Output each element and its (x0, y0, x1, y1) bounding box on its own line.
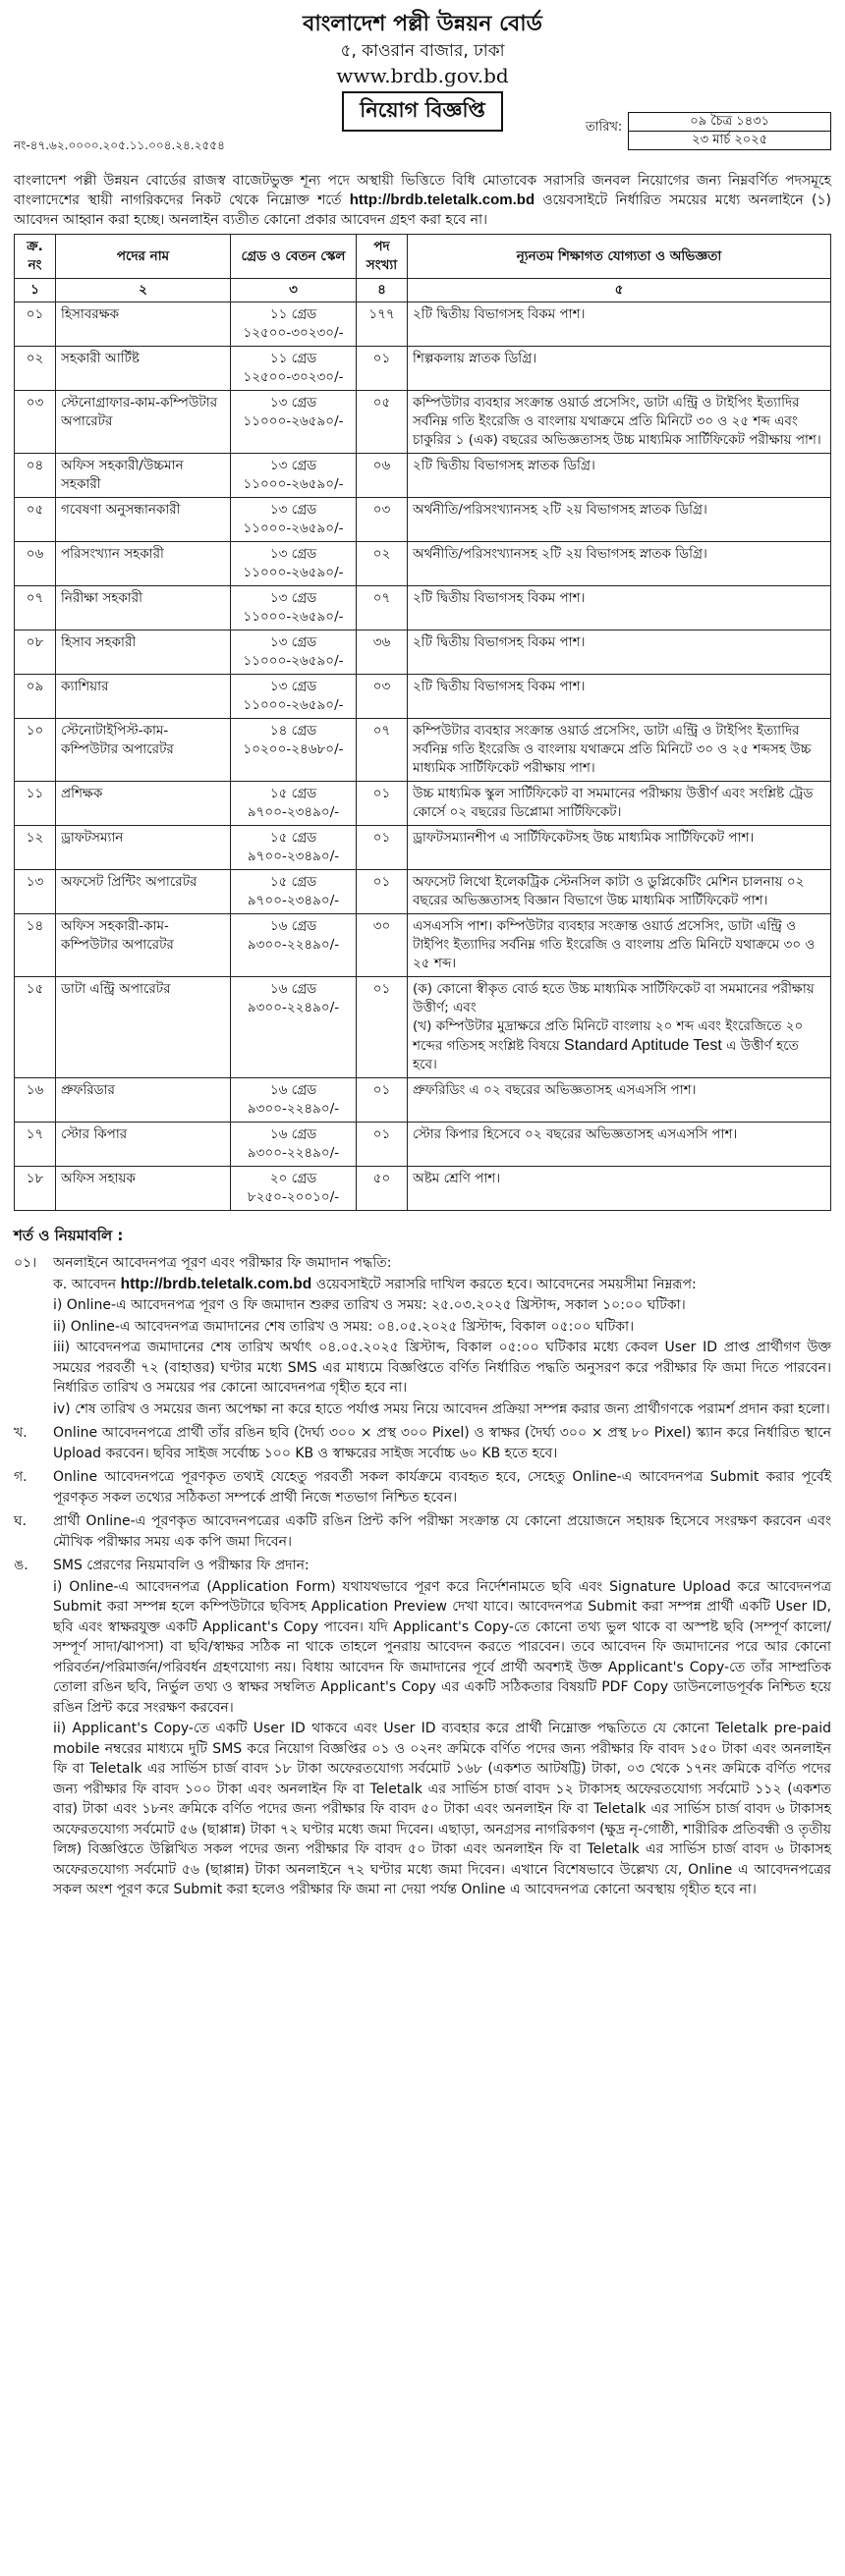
row-post-name: প্রশিক্ষক (56, 782, 231, 826)
term-ga (14, 1467, 831, 1507)
term-item-ii: ii) Applicant's Copy-তে একটি User ID থাকবে এবং User ID ব্যবহার করে প্রার্থী নিম্নোক্ত পদ্ধতিতে যে কোনো Teletalk pre-paid mobile নম্বরের মাধ্যমে দুটি SMS করে নিয়োগ বিজ্ঞপ্তির ০১ ও ০২নং ক্রমিকে বর্ণিত পদের জন্য পরীক্ষার ফি বাবদ ১৫০ টাকা এবং অনলাইন ফি বা Teletalk এর সার্ভিস চার্জ বাবদ ১৮ টাকা অফেরতযোগ্য সর্বমোট ১৬৮ (একশত আটষট্টি) টাকা, ০৩ থেকে ১৭নং ক্রমিকে বর্ণিত পদের জন্য পরীক্ষার ফি বাবদ ১০০ টাকা এবং অনলাইন ফি বা Teletalk এর সার্ভিস চার্জ বাবদ ১২ টাকাসহ অফেরতযোগ্য সর্বমোট ১১২ (একশত বার) টাকা এবং ১৮নং ক্রমিকে বর্ণিত পদের জন্য পরীক্ষার ফি বাবদ ৫০ টাকা এবং অনলাইন ফি বা Teletalk এর সার্ভিস চার্জ বাবদ ৬ টাকাসহ অফেরতযোগ্য সর্বমোট ৫৬ (ছাপ্পান্ন) টাকা ৭২ ঘণ্টার মধ্যে জমা দিবেন। এছাড়া, অনগ্রসর নাগরিকগণ (ক্ষুদ্র নৃ-গোষ্ঠী, শারীরিক প্রতিবন্ধী ও তৃতীয় লিঙ্গ) বিজ্ঞপ্তিতে উল্লিখিত সকল পদের জন্য পরীক্ষার ফি বাবদ ৫০ টাকা এবং অনলাইন ফি বা Teletalk এর সার্ভিস চার্জ বাবদ ৬ টাকাসহ অফেরতযোগ্য সর্বমোট ৫৬ (ছাপ্পান্ন) টাকা অনলাইনে ৭২ ঘণ্টার মধ্যে জমা দিবেন। এখানে বিশেষভাবে উল্লেখ্য যে, Online এ আবেদনপত্রের সকল অংশ পূরণ করে Submit করা হলেও পরীক্ষার ফি জমা না দেয়া পর্যন্ত Online এ আবেদনপত্র কোনো অবস্থায় গৃহীত হবে না। (53, 1721, 831, 1897)
row-post-count: ০১ (357, 1078, 408, 1123)
row-post-count: ৩৬ (357, 630, 408, 675)
row-serial: ০৬ (15, 542, 56, 586)
row-post-name: সহকারী আর্টিষ্ট (56, 347, 231, 391)
terms-section (14, 1253, 831, 1900)
term-text: Online আবেদনপত্রে প্রার্থী তাঁর রঙিন ছবি (দৈর্ঘ্য ৩০০ × প্রস্থ ৩০০ Pixel) ও স্বাক্ষর (দৈর্ঘ্য ৩০০ × প্রস্থ ৮০ Pixel) স্ক্যান করে নির্ধারিত স্থানে Upload করবেন। ছবির সাইজ সর্বোচ্চ ১০০ KB ও স্বাক্ষরের সাইজ সর্বোচ্চ ৬০ KB হতে হবে। (53, 1425, 831, 1461)
table-row (15, 870, 831, 914)
apply-url-link[interactable]: http://brdb.teletalk.com.bd (120, 1275, 312, 1292)
term-number: ঘ. (14, 1513, 28, 1529)
row-grade-scale: ১১ গ্রেড ১২৫০০-৩০২৩০/- (231, 347, 357, 391)
col-number: ৩ (231, 279, 357, 302)
row-grade-scale: ১৩ গ্রেড ১১০০০-২৬৫৯০/- (231, 391, 357, 454)
row-grade-scale: ১৫ গ্রেড ৯৭০০-২৩৪৯০/- (231, 782, 357, 826)
row-post-name: ক্যাশিয়ার (56, 675, 231, 719)
table-header-row (15, 235, 831, 279)
row-post-count: ৩০ (357, 914, 408, 977)
table-row (15, 302, 831, 347)
org-website: www.brdb.gov.bd (336, 64, 509, 87)
row-post-count: ০১ (357, 870, 408, 914)
row-grade-scale: ১৩ গ্রেড ১১০০০-২৬৫৯০/- (231, 542, 357, 586)
row-qualification: প্রুফরিডিং এ ০২ বছরের অভিজ্ঞতাসহ এসএসসি পাশ। (408, 1078, 831, 1123)
term-item-i: i) Online-এ আবেদনপত্র (Application Form) যথাযথভাবে পূরণ করে নির্দেশনামতে ছবি এবং Signature Upload করে আবেদনপত্র Submit করা সম্পন্ন হলে কম্পিউটারে ছবিসহ Application Preview দেখা যাবে। আবেদনপত্র Submit করা সম্পন্ন প্রার্থী একটি User ID, ছবি এবং স্বাক্ষরযুক্ত একটি Applicant's Copy পাবেন। যদি Applicant's Copy-তে কোনো তথ্য ভুল থাকে বা অস্পষ্ট ছবি (সম্পূর্ণ কালো/সম্পূর্ণ সাদা/ঝাপসা) বা ছবি/স্বাক্ষর সঠিক না থাকে তাহলে পুনরায় আবেদন করতে পারবেন। তবে আবেদন ফি জমাদানের পরে আর কোনো পরিবর্তন/পরিমার্জন/পরিবর্ধন গ্রহণযোগ্য নয়। বিধায় আবেদন ফি জমাদানের পূর্বে প্রার্থী অবশ্যই উক্ত Applicant's Copy-তে তাঁর সাম্প্রতিক তোলা রঙিন ছবি, নির্ভুল তথ্য ও স্বাক্ষর সম্বলিত Applicant's Copy এর একটি সঠিকতার বিষয়টি PDF Copy ডাউনলোডপূর্বক নিশ্চিত হয়ে রঙিন প্রিন্ট করে সংরক্ষণ করবেন। (53, 1578, 831, 1716)
term-ka-pre: ক. আবেদন (53, 1276, 117, 1292)
col-number: ৪ (357, 279, 408, 302)
row-qualification: কম্পিউটার ব্যবহার সংক্রান্ত ওয়ার্ড প্রসেসিং, ডাটা এন্ট্রি ও টাইপিং ইত্যাদির সর্বনিম্ন গতি ইংরেজি ও বাংলায় যথাক্রমে প্রতি মিনিটে ৩০ ও ২৫ শব্দসহ উচ্চ মাধ্যমিক সার্টিফিকেট পরীক্ষায় পাশ। (408, 719, 831, 782)
term-number: ঙ. (14, 1558, 28, 1573)
table-row (15, 630, 831, 675)
term-heading: SMS প্রেরণের নিয়মাবলি ও পরীক্ষার ফি প্রদান: (53, 1558, 310, 1573)
col-header-sl: ক্র. নং (15, 235, 56, 279)
qualification-part-c: এ উত্তীর্ণ হতে হবে। (413, 1038, 799, 1072)
row-post-count: ০৫ (357, 391, 408, 454)
date-label: তারিখ: (586, 120, 623, 135)
row-post-count: ০১ (357, 977, 408, 1078)
term-item-ii: ii) Online-এ আবেদনপত্র জমাদানের শেষ তারিখ ও সময়: ০৪.০৫.২০২৫ খ্রিস্টাব্দ, বিকাল ০৫:০০ ঘটিকা। (53, 1318, 635, 1335)
org-name: বাংলাদেশ পল্লী উন্নয়ন বোর্ড (303, 12, 542, 36)
term-item-i: i) Online-এ আবেদনপত্র পূরণ ও ফি জমাদান শুরুর তারিখ ও সময়: ২৫.০৩.২০২৫ খ্রিস্টাব্দ, সকাল ১০:০০ ঘটিকা। (53, 1297, 686, 1313)
table-row (15, 1078, 831, 1123)
table-row (15, 826, 831, 870)
row-serial: ১৫ (15, 977, 56, 1078)
row-post-name: অফিস সহকারী/উচ্চমান সহকারী (56, 454, 231, 498)
posts-table (14, 234, 831, 1211)
term-uma (14, 1556, 831, 1900)
row-grade-scale: ১৫ গ্রেড ৯৭০০-২৩৪৯০/- (231, 826, 357, 870)
col-number: ২ (56, 279, 231, 302)
date-block (586, 112, 831, 150)
table-row (15, 454, 831, 498)
col-header-qualification: ন্যূনতম শিক্ষাগত যোগ্যতা ও অভিজ্ঞতা (408, 235, 831, 279)
row-serial: ১৪ (15, 914, 56, 977)
row-grade-scale: ২০ গ্রেড ৮২৫০-২০০১০/- (231, 1167, 357, 1211)
term-item-iii: iii) আবেদনপত্র জমাদানের শেষ তারিখ অর্থাৎ ০৪.০৫.২০২৫ খ্রিস্টাব্দ, বিকাল ০৫:০০ ঘটিকার মধ্যে কেবল User ID প্রাপ্ত প্রার্থীগণ উক্ত সময়ের পরবর্তী ৭২ (বাহাত্তর) ঘণ্টার মধ্যে SMS এর মাধ্যমে বিজ্ঞপ্তিতে বর্ণিত নির্ধারিত পদ্ধতি অনুসরণ করে পরীক্ষার ফি জমা দিতে পারবেন। নির্ধারিত তারিখ ও সময়ের পর কোনো আবেদনপত্র গৃহীত হবে না। (53, 1340, 831, 1396)
memo-number: নং-৪৭.৬২.০০০০.২০৫.১১.০০৪.২৪.২৫৫৪ (14, 138, 225, 152)
row-qualification: এসএসসি পাশ। কম্পিউটার ব্যবহার সংক্রান্ত ওয়ার্ড প্রসেসিং, ডাটা এন্ট্রি ও টাইপিং ইত্যাদির সর্বনিম্ন গতি ইংরেজি ও বাংলায় প্রতি মিনিটে যথাক্রমে ৩০ ও ২৫ শব্দ। (408, 914, 831, 977)
table-row (15, 719, 831, 782)
row-post-name: প্রুফরিডার (56, 1078, 231, 1123)
row-grade-scale: ১৩ গ্রেড ১১০০০-২৬৫৯০/- (231, 454, 357, 498)
table-row (15, 542, 831, 586)
row-grade-scale: ১৩ গ্রেড ১১০০০-২৬৫৯০/- (231, 498, 357, 542)
col-header-grade: গ্রেড ও বেতন স্কেল (231, 235, 357, 279)
row-qualification: স্টোর কিপার হিসেবে ০২ বছরের অভিজ্ঞতাসহ এসএসসি পাশ। (408, 1123, 831, 1167)
row-serial: ০৮ (15, 630, 56, 675)
term-kha (14, 1423, 831, 1463)
date-bangla: ০৯ চৈত্র ১৪৩১ (629, 113, 830, 132)
table-row (15, 1123, 831, 1167)
row-post-count: ০৭ (357, 719, 408, 782)
row-post-count: ৫০ (357, 1167, 408, 1211)
page-title: নিয়োগ বিজ্ঞপ্তি (342, 91, 503, 132)
row-post-count: ০২ (357, 542, 408, 586)
term-heading: অনলাইনে আবেদনপত্র পূরণ এবং পরীক্ষার ফি জমাদান পদ্ধতি: (53, 1255, 392, 1271)
term-number: ০১। (14, 1255, 37, 1271)
row-post-count: ১৭৭ (357, 302, 408, 347)
row-qualification: শিল্পকলায় স্নাতক ডিগ্রি। (408, 347, 831, 391)
row-post-name: গবেষণা অনুসন্ধানকারী (56, 498, 231, 542)
row-post-name: স্টেনোটাইপিস্ট-কাম-কম্পিউটার অপারেটর (56, 719, 231, 782)
table-row (15, 391, 831, 454)
row-grade-scale: ১৬ গ্রেড ৯৩০০-২২৪৯০/- (231, 914, 357, 977)
row-qualification: ২টি দ্বিতীয় বিভাগসহ বিকম পাশ। (408, 630, 831, 675)
row-post-count: ০১ (357, 347, 408, 391)
row-qualification: অফসেট লিথো ইলেকট্রিক স্টেনসিল কাটা ও ডুপ্লিকেটিং মেশিন চালনায় ০২ বছরের অভিজ্ঞতাসহ বিজ্ঞান বিভাগে উচ্চ মাধ্যমিক সার্টিফিকেট পাশ। (408, 870, 831, 914)
date-english: ২৩ মার্চ ২০২৫ (692, 133, 768, 147)
table-row (15, 1167, 831, 1211)
col-number: ৫ (408, 279, 831, 302)
row-qualification: ২টি দ্বিতীয় বিভাগসহ বিকম পাশ। (408, 302, 831, 347)
row-qualification: ২টি দ্বিতীয় বিভাগসহ বিকম পাশ। (408, 586, 831, 630)
term-item-iv: iv) শেষ তারিখ ও সময়ের জন্য অপেক্ষা না করে হাতে পর্যাপ্ত সময় নিয়ে আবেদন প্রক্রিয়া সম্পন্ন করার জন্য প্রার্থীগণকে পরামর্শ প্রদান করা হলো। (53, 1400, 830, 1417)
row-grade-scale: ১৬ গ্রেড ৯৩০০-২২৪৯০/- (231, 1123, 357, 1167)
table-row (15, 675, 831, 719)
terms-title: শর্ত ও নিয়মাবলি : (14, 1227, 124, 1244)
row-serial: ০৯ (15, 675, 56, 719)
row-qualification: ২টি দ্বিতীয় বিভাগসহ স্নাতক ডিগ্রি। (408, 454, 831, 498)
row-post-name: হিসাবরক্ষক (56, 302, 231, 347)
table-row (15, 782, 831, 826)
col-header-count: পদ সংখ্যা (357, 235, 408, 279)
row-grade-scale: ১৫ গ্রেড ৯৭০০-২৩৪৯০/- (231, 870, 357, 914)
row-grade-scale: ১৬ গ্রেড ৯৩০০-২২৪৯০/- (231, 1078, 357, 1123)
term-text: Online আবেদনপত্রে পূরণকৃত তথ্যই যেহেতু পরবর্তী সকল কার্যক্রমে ব্যবহৃত হবে, সেহেতু Online-এ আবেদনপত্র Submit করার পূর্বেই পূরণকৃত সকল তথ্যের সঠিকতা সম্পর্কে প্রার্থী নিজে শতভাগ নিশ্চিত হবেন। (53, 1469, 831, 1506)
qualification-test-name: Standard Aptitude Test (564, 1037, 722, 1054)
row-grade-scale: ১৩ গ্রেড ১১০০০-২৬৫৯০/- (231, 675, 357, 719)
table-row (15, 914, 831, 977)
row-grade-scale: ১৪ গ্রেড ১০২০০-২৪৬৮০/- (231, 719, 357, 782)
row-qualification: কম্পিউটার ব্যবহার সংক্রান্ত ওয়ার্ড প্রসেসিং, ডাটা এন্ট্রি ও টাইপিং ইত্যাদির সর্বনিম্ন গতি ইংরেজি ও বাংলায় যথাক্রমে প্রতি মিনিটে ৩০ ও ২৫ শব্দ এবং চাকুরির ১ (এক) বছরের অভিজ্ঞতাসহ উচ্চ মাধ্যমিক সার্টিফিকেট পরীক্ষায় পাশ। (408, 391, 831, 454)
qualification-part-b (413, 1017, 825, 1074)
term-01 (14, 1253, 831, 1419)
row-post-count: ০৩ (357, 498, 408, 542)
row-post-name: হিসাব সহকারী (56, 630, 231, 675)
row-post-count: ০৬ (357, 454, 408, 498)
intro-paragraph (14, 171, 831, 230)
row-serial: ১৭ (15, 1123, 56, 1167)
table-row (15, 498, 831, 542)
row-grade-scale: ১৩ গ্রেড ১১০০০-২৬৫৯০/- (231, 630, 357, 675)
term-number: খ. (14, 1425, 28, 1441)
row-serial: ০৭ (15, 586, 56, 630)
row-serial: ১৬ (15, 1078, 56, 1123)
row-post-name: পরিসংখ্যান সহকারী (56, 542, 231, 586)
row-qualification: উচ্চ মাধ্যমিক স্কুল সার্টিফিকেট বা সমমানের পরীক্ষায় উত্তীর্ণ এবং সংশ্লিষ্ট ট্রেড কোর্সে ০২ বছরের ডিপ্লোমা সার্টিফিকেট। (408, 782, 831, 826)
row-post-count: ০১ (357, 782, 408, 826)
table-row (15, 977, 831, 1078)
date-box (628, 112, 831, 150)
intro-url-link[interactable]: http://brdb.teletalk.com.bd (349, 192, 535, 208)
row-qualification: ২টি দ্বিতীয় বিভাগসহ বিকম পাশ। (408, 675, 831, 719)
row-post-count: ০১ (357, 1123, 408, 1167)
row-serial: ০১ (15, 302, 56, 347)
row-post-name: স্টোর কিপার (56, 1123, 231, 1167)
row-qualification: অর্থনীতি/পরিসংখ্যানসহ ২টি ২য় বিভাগসহ স্নাতক ডিগ্রি। (408, 542, 831, 586)
org-address: ৫, কাওরান বাজার, ঢাকা (340, 41, 505, 61)
posts-table-body (15, 302, 831, 1211)
intro-part1: বাংলাদেশ পল্লী উন্নয়ন বোর্ডের রাজস্ব বাজেটভুক্ত শূন্য পদে অস্থায়ী ভিত্তিতে বিধি মোতাবেক সরাসরি জনবল নিয়োগের জন্য নিম্নবর্ণিত পদসমূহে বাংলাদেশের স্থায়ী নাগরিকদের নিকট থেকে নিম্নোক্ত শর্তে (14, 173, 831, 208)
row-serial: ০৫ (15, 498, 56, 542)
row-serial: ০৩ (15, 391, 56, 454)
row-qualification (408, 977, 831, 1078)
row-grade-scale: ১৬ গ্রেড ৯৩০০-২২৪৯০/- (231, 977, 357, 1078)
row-serial: ১০ (15, 719, 56, 782)
term-gha (14, 1511, 831, 1552)
row-post-name: ড্রাফটসম্যান (56, 826, 231, 870)
term-text: প্রার্থী Online-এ পূরণকৃত আবেদনপত্রের একটি রঙিন প্রিন্ট কপি পরীক্ষা সংক্রান্ত যে কোনো প্রয়োজনে সহায়ক হিসেবে সংরক্ষণ করবেন এবং মৌখিক পরীক্ষার সময় এক কপি জমা দিবেন। (53, 1513, 831, 1550)
row-post-count: ০১ (357, 826, 408, 870)
row-serial: ১১ (15, 782, 56, 826)
intro-part2: ওয়েবসাইটে নির্ধারিত সময়ের মধ্যে অনলাইনে (১) আবেদন আহ্বান করা হচ্ছে। অনলাইন ব্যতীত কোনো প্রকার আবেদন গ্রহণ করা হবে না। (14, 192, 832, 228)
row-grade-scale: ১১ গ্রেড ১২৫০০-৩০২৩০/- (231, 302, 357, 347)
row-grade-scale: ১৩ গ্রেড ১১০০০-২৬৫৯০/- (231, 586, 357, 630)
row-post-name: নিরীক্ষা সহকারী (56, 586, 231, 630)
table-row (15, 347, 831, 391)
qualification-part-b-text: (খ) কম্পিউটার মুদ্রাক্ষরে প্রতি মিনিটে বাংলায় ২০ শব্দ এবং ইংরেজিতে ২০ শব্দের গতিসহ সংশ্লিষ্ট বিষয়ে (413, 1018, 804, 1054)
col-header-post: পদের নাম (56, 235, 231, 279)
row-qualification: অর্থনীতি/পরিসংখ্যানসহ ২টি ২য় বিভাগসহ স্নাতক ডিগ্রি। (408, 498, 831, 542)
row-qualification: ড্রাফটসম্যানশীপ এ সার্টিফিকেটসহ উচ্চ মাধ্যমিক সার্টিফিকেট পাশ। (408, 826, 831, 870)
table-row (15, 586, 831, 630)
term-number: গ. (14, 1469, 28, 1485)
col-number: ১ (15, 279, 56, 302)
row-post-name: অফিস সহকারী-কাম-কম্পিউটার অপারেটর (56, 914, 231, 977)
qualification-part-a: (ক) কোনো স্বীকৃত বোর্ড হতে উচ্চ মাধ্যমিক সার্টিফিকেট বা সমমানের পরীক্ষায় উত্তীর্ণ; এবং (413, 981, 815, 1015)
row-post-name: অফিস সহায়ক (56, 1167, 231, 1211)
row-serial: ০৪ (15, 454, 56, 498)
row-serial: ১৮ (15, 1167, 56, 1211)
row-post-name: স্টেনোগ্রাফার-কাম-কম্পিউটার অপারেটর (56, 391, 231, 454)
row-post-count: ০৩ (357, 675, 408, 719)
row-post-count: ০৭ (357, 586, 408, 630)
row-post-name: ডাটা এন্ট্রি অপারেটর (56, 977, 231, 1078)
row-serial: ০২ (15, 347, 56, 391)
row-serial: ১৩ (15, 870, 56, 914)
row-serial: ১২ (15, 826, 56, 870)
row-post-name: অফসেট প্রিন্টিং অপারেটর (56, 870, 231, 914)
row-qualification: অষ্টম শ্রেণি পাশ। (408, 1167, 831, 1211)
column-number-row (15, 279, 831, 302)
term-ka-post: ওয়েবসাইটে সরাসরি দাখিল করতে হবে। আবেদনের সময়সীমা নিম্নরূপ: (315, 1276, 697, 1292)
